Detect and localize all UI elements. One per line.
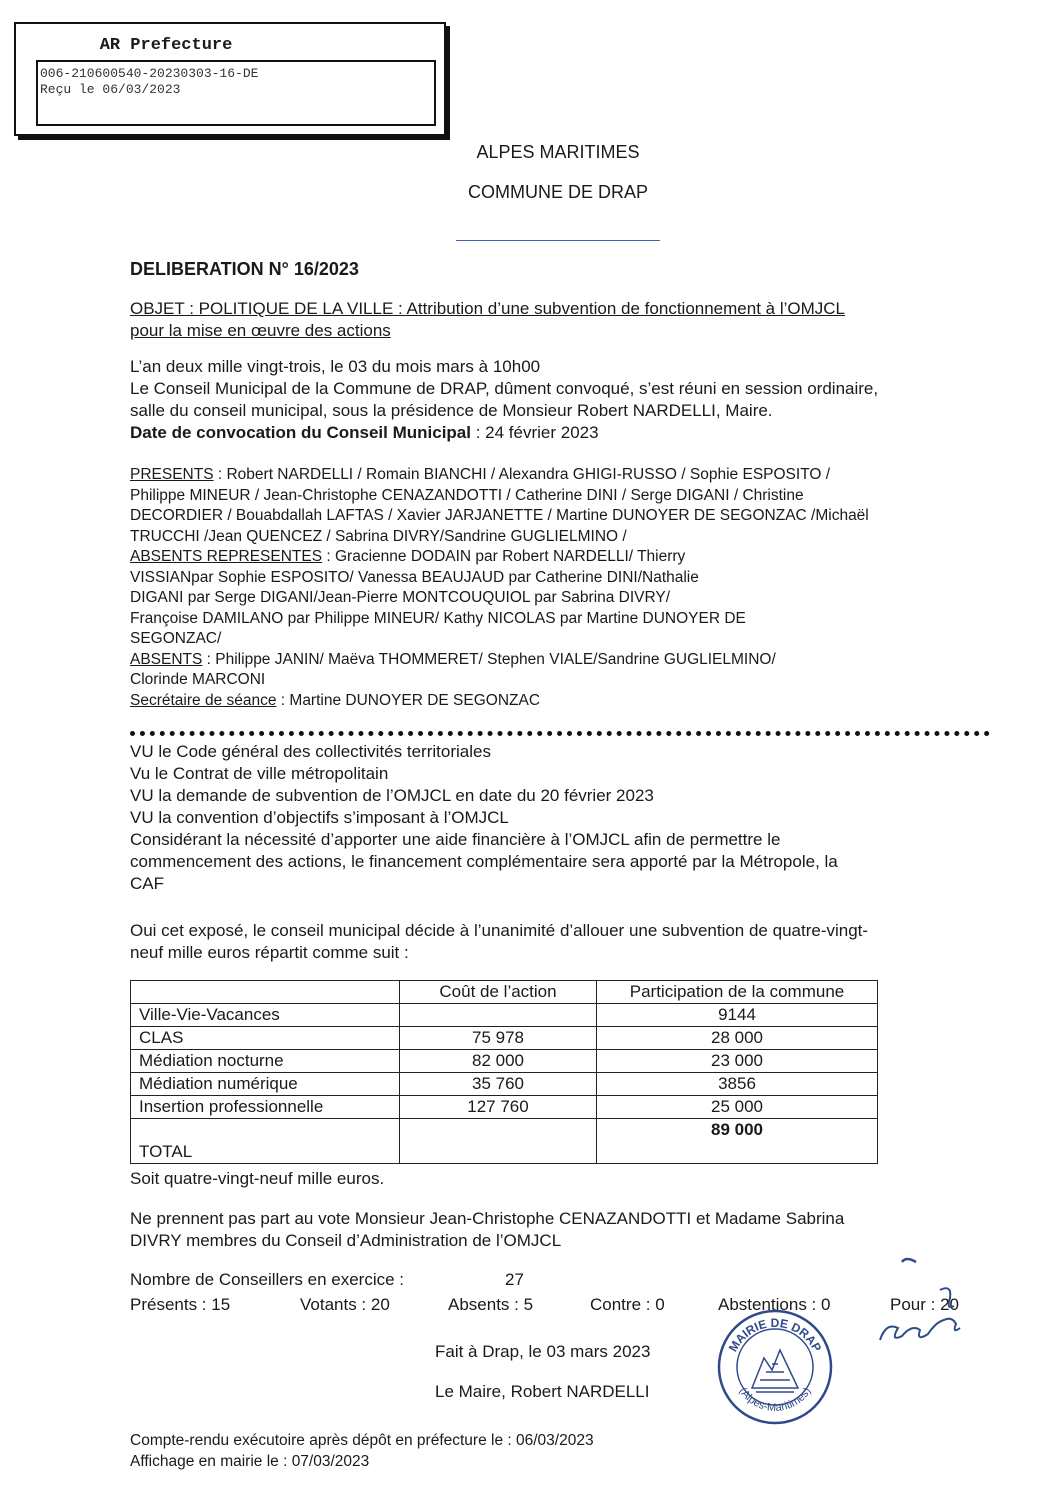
action-name: Médiation numérique xyxy=(131,1073,400,1096)
table-header-cell xyxy=(131,981,400,1004)
represented-label: ABSENTS REPRESENTES xyxy=(130,548,323,565)
presents-text: : Robert NARDELLI / Romain BIANCHI / Alexandra GHIGI-RUSSO / Sophie ESPOSITO / xyxy=(213,466,831,483)
considerant-line: VU la demande de subvention de l’OMJCL en date du 20 février 2023 xyxy=(130,786,654,805)
prefecture-stamp xyxy=(14,22,446,136)
seal-bottom-text: (Alpes-Maritimes) xyxy=(736,1385,814,1415)
seal-emblem xyxy=(752,1350,798,1392)
footer-compte-rendu: Compte-rendu exécutoire après dépôt en préfecture le : 06/03/2023 xyxy=(130,1432,594,1449)
considerant-line: Considérant la nécessité d’apporter une aide financière à l’OMJCL afin de permettre le xyxy=(130,830,781,849)
dotted-separator xyxy=(130,731,990,736)
stamp-inner-box xyxy=(36,60,436,126)
non-voters-text xyxy=(130,1208,990,1252)
intro-line: salle du conseil municipal, sous la présidence de Monsieur Robert NARDELLI, Maire. xyxy=(130,401,773,420)
convocation-date xyxy=(130,422,1000,444)
conseillers-value: 27 xyxy=(505,1270,524,1289)
action-cost: 75 978 xyxy=(400,1027,597,1050)
stamp-received-date: Reçu le 06/03/2023 xyxy=(40,82,181,97)
considerant-line: Vu le Contrat de ville métropolitain xyxy=(130,764,389,783)
vote-absents: Absents : 5 xyxy=(448,1295,534,1314)
presents-text: DECORDIER / Bouabdallah LAFTAS / Xavier JARJANETTE / Martine DUNOYER DE SEGONZAC /Michaël xyxy=(130,507,869,524)
decision-line: neuf mille euros répartit comme suit : xyxy=(130,943,409,962)
signed-place-date: Fait à Drap, le 03 mars 2023 xyxy=(435,1342,651,1361)
svg-text:(Alpes-Maritimes) xyxy=(736,1386,813,1415)
action-cost xyxy=(400,1004,597,1027)
non-voters-line: Ne prennent pas part au vote Monsieur Jean-Christophe CENAZANDOTTI et Madame Sabrina xyxy=(130,1209,845,1228)
action-cost: 35 760 xyxy=(400,1073,597,1096)
represented-text: Françoise DAMILANO par Philippe MINEUR/ Kathy NICOLAS par Martine DUNOYER DE xyxy=(130,609,746,627)
vote-votants: Votants : 20 xyxy=(300,1295,390,1314)
vote-contre: Contre : 0 xyxy=(590,1295,665,1314)
represented-text: VISSIANpar Sophie ESPOSITO/ Vanessa BEAUJAUD par Catherine DINI/Nathalie xyxy=(130,568,699,586)
presents-text: TRUCCHI /Jean QUENCEZ / Sabrina DIVRY/Sandrine GUGLIELMINO / xyxy=(130,527,627,545)
secretary-text: : Martine DUNOYER DE SEGONZAC xyxy=(276,691,541,709)
represented-text: SEGONZAC/ xyxy=(130,630,222,647)
considerants-section xyxy=(130,741,990,895)
vote-pour: Pour : 20 xyxy=(890,1295,959,1314)
subsidy-table xyxy=(130,980,878,1164)
mayor-name: Le Maire, Robert NARDELLI xyxy=(435,1382,650,1401)
total-label: TOTAL xyxy=(131,1119,400,1164)
considerant-line: VU la convention d’objectifs s’imposant à l’OMJCL xyxy=(130,808,509,827)
table-header-cell: Coût de l’action xyxy=(400,981,597,1004)
header-commune: COMMUNE DE DRAP xyxy=(467,182,648,202)
vote-abstentions: Abstentions : 0 xyxy=(718,1295,831,1314)
action-cost: 127 760 xyxy=(400,1096,597,1119)
stamp-title: AR Prefecture xyxy=(99,36,233,55)
action-cost: 82 000 xyxy=(400,1050,597,1073)
absents-text: Clorinde MARCONI xyxy=(130,671,266,688)
intro-line: Le Conseil Municipal de la Commune de DRAP, dûment convoqué, s’est réuni en session ordinaire, xyxy=(130,379,879,398)
mairie-seal-icon xyxy=(716,1308,834,1426)
header-divider xyxy=(456,240,660,241)
decision-line: Oui cet exposé, le conseil municipal décide à l’unanimité d’allouer une subvention de quatre-vingt- xyxy=(130,921,869,940)
objet-line: pour la mise en œuvre des actions xyxy=(130,321,391,340)
table-row xyxy=(131,1073,878,1096)
commune-participation: 25 000 xyxy=(597,1096,878,1119)
decision-text xyxy=(130,920,990,964)
conseillers-label: Nombre de Conseillers en exercice : xyxy=(130,1270,405,1289)
total-in-words: Soit quatre-vingt-neuf mille euros. xyxy=(130,1169,385,1188)
vote-presents: Présents : 15 xyxy=(130,1295,231,1314)
convocation-label: Date de convocation du Conseil Municipal xyxy=(130,423,471,442)
commune-participation: 9144 xyxy=(597,1004,878,1027)
footer-affichage: Affichage en mairie le : 07/03/2023 xyxy=(130,1453,370,1470)
represented-text: DIGANI par Serge DIGANI/Jean-Pierre MONTCOUQUIOL par Sabrina DIVRY/ xyxy=(130,589,671,606)
action-name: Médiation nocturne xyxy=(131,1050,400,1073)
table-row xyxy=(131,1004,878,1027)
presents-text: Philippe MINEUR / Jean-Christophe CENAZANDOTTI / Catherine DINI / Serge DIGANI / Christine xyxy=(130,486,804,504)
attendance-section xyxy=(130,465,990,711)
considerant-line: commencement des actions, le financement complémentaire sera apporté par la Métropole, la xyxy=(130,852,838,871)
absents-label: ABSENTS xyxy=(130,650,203,668)
intro-line: L’an deux mille vingt-trois, le 03 du mois mars à 10h00 xyxy=(130,357,541,376)
table-row xyxy=(131,1096,878,1119)
secretary-label: Secrétaire de séance xyxy=(130,691,277,709)
session-intro xyxy=(130,356,1000,444)
header-department: ALPES MARITIMES xyxy=(476,142,640,162)
total-value: 89 000 xyxy=(597,1119,878,1164)
objet-line: OBJET : POLITIQUE DE LA VILLE : Attribution d’une subvention de fonctionnement à l’OMJCL xyxy=(130,299,845,318)
commune-participation: 28 000 xyxy=(597,1027,878,1050)
presents-label: PRESENTS xyxy=(130,466,214,483)
total-cost-empty xyxy=(400,1119,597,1164)
table-header-row xyxy=(131,981,878,1004)
table-row xyxy=(131,1050,878,1073)
represented-text: : Gracienne DODAIN par Robert NARDELLI/ Thierry xyxy=(322,548,686,565)
deliberation-objet xyxy=(130,298,970,342)
action-name: CLAS xyxy=(131,1027,400,1050)
table-header-cell: Participation de la commune xyxy=(597,981,878,1004)
considerant-line: CAF xyxy=(130,874,164,893)
deliberation-title: DELIBERATION N° 16/2023 xyxy=(130,259,359,279)
action-name: Insertion professionnelle xyxy=(131,1096,400,1119)
non-voters-line: DIVRY membres du Conseil d’Administration de l’OMJCL xyxy=(130,1231,562,1250)
table-total-row xyxy=(131,1119,878,1164)
seal-top-text: MAIRIE DE DRAP xyxy=(725,1316,825,1355)
commune-participation: 23 000 xyxy=(597,1050,878,1073)
stamp-reference: 006-210600540-20230303-16-DE xyxy=(40,66,259,81)
table-row xyxy=(131,1027,878,1050)
convocation-value: : 24 février 2023 xyxy=(471,423,599,442)
absents-text: : Philippe JANIN/ Maëva THOMMERET/ Stephen VIALE/Sandrine GUGLIELMINO/ xyxy=(202,650,776,668)
commune-participation: 3856 xyxy=(597,1073,878,1096)
considerant-line: VU le Code général des collectivités territoriales xyxy=(130,742,491,761)
action-name: Ville-Vie-Vacances xyxy=(131,1004,400,1027)
mayor-signature xyxy=(840,1250,980,1360)
